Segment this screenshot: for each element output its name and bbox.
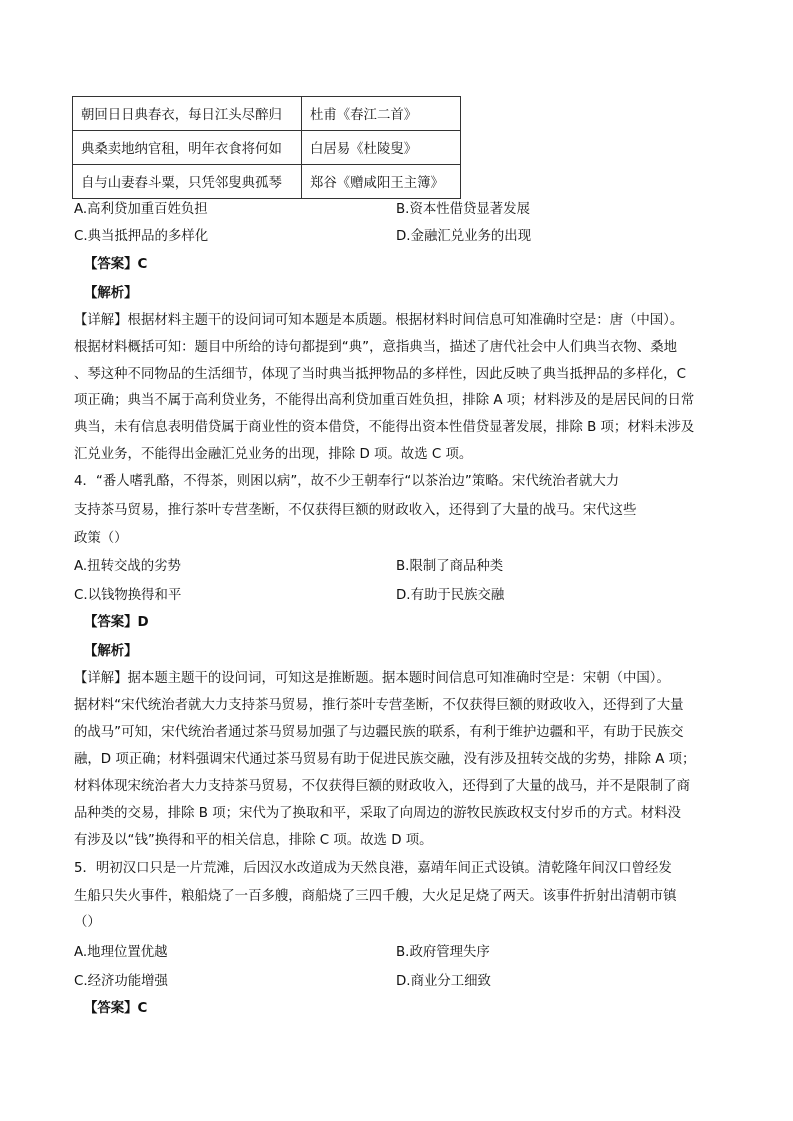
poem-cell: 自与山妻舂斗粟，只凭邻叟典孤琴 <box>73 165 302 199</box>
answer-label: 【答案】C <box>84 1001 148 1016</box>
detail-line: 的战马”可知，宋代统治者通过茶马贸易加强了与边疆民族的联系，有利于维护边疆和平，有助于民族交 <box>74 725 684 740</box>
answer-label: 【答案】C <box>84 257 148 272</box>
analysis-label: 【解析】 <box>84 286 138 301</box>
poem-cell: 朝回日日典春衣，每日江头尽醉归 <box>73 97 302 131</box>
question-stem: 政策（） <box>74 531 128 546</box>
question-stem: 支持茶马贸易，推行茶叶专营垄断，不仅获得巨额的财政收入，还得到了大量的战马。宋代这些 <box>74 503 637 518</box>
detail-line: 汇兑业务，不能得出金融汇兑业务的出现，排除 D 项。故选 C 项。 <box>74 447 473 462</box>
option-c: C.以钱物换得和平 <box>74 588 182 603</box>
detail-line: 材料体现宋统治者大力支持茶马贸易，不仅获得巨额的财政收入，还得到了大量的战马，并不是限制了商 <box>74 779 690 794</box>
detail-line: 根据材料概括可知：题目中所给的诗句都提到“典”，意指典当，描述了唐代社会中人们典当衣物、桑地 <box>74 340 678 355</box>
question-stem: 4．“番人嗜乳酪，不得茶，则困以病”，故不少王朝奉行“以茶治边”策略。宋代统治者就大力 <box>74 474 620 489</box>
question-stem: 5．明初汉口只是一片荒滩，后因汉水改道成为天然良港，嘉靖年间正式设镇。清乾隆年间汉口曾经发 <box>74 861 672 876</box>
question-stem: 生船只失火事件，粮船烧了一百多艘，商船烧了三四千艘，大火足足烧了两天。该事件折射出清朝市镇 <box>74 889 677 904</box>
poem-cell: 典桑卖地纳官租，明年衣食将何如 <box>73 131 302 165</box>
detail-line: 品种类的交易，排除 B 项；宋代为了换取和平，采取了向周边的游牧民族政权支付岁币的方式。材料没 <box>74 806 681 821</box>
option-b: B.政府管理失序 <box>396 945 490 960</box>
table-row <box>73 97 461 131</box>
option-d: D.金融汇兑业务的出现 <box>396 229 532 244</box>
question-stem: （） <box>74 915 101 930</box>
answer-label: 【答案】D <box>84 615 149 630</box>
option-c: C.典当抵押品的多样化 <box>74 229 209 244</box>
detail-line: 融，D 项正确；材料强调宋代通过茶马贸易有助于促进民族交融，没有涉及扭转交战的劣势，排除 A 项； <box>74 752 696 767</box>
detail-line: 项正确；典当不属于高利贷业务，不能得出高利贷加重百姓负担，排除 A 项；材料涉及的是居民间的日常 <box>74 393 695 408</box>
option-a: A.高利贷加重百姓负担 <box>74 202 208 217</box>
detail-line: 【详解】据本题主题干的设问词，可知这是推断题。据本题时间信息可知准确时空是：宋朝（中国）。 <box>74 671 670 686</box>
source-cell: 郑谷《赠咸阳王主簿》 <box>302 165 461 199</box>
detail-line: 、琴这种不同物品的生活细节，体现了当时典当抵押物品的多样性，因此反映了典当抵押品的多样化，C <box>74 367 686 382</box>
option-d: D.商业分工细致 <box>396 974 491 989</box>
analysis-label: 【解析】 <box>84 644 138 659</box>
source-cell: 白居易《杜陵叟》 <box>302 131 461 165</box>
option-c: C.经济功能增强 <box>74 974 168 989</box>
option-b: B.资本性借贷显著发展 <box>396 202 530 217</box>
source-cell: 杜甫《春江二首》 <box>302 97 461 131</box>
poem-table <box>72 96 461 199</box>
detail-line: 据材料“宋代统治者就大力支持茶马贸易，推行茶叶专营垄断，不仅获得巨额的财政收入，还得到了大量 <box>74 698 684 713</box>
table-row <box>73 131 461 165</box>
option-d: D.有助于民族交融 <box>396 588 505 603</box>
table-row <box>73 165 461 199</box>
option-a: A.地理位置优越 <box>74 945 168 960</box>
detail-line: 典当，未有信息表明借贷属于商业性的资本借贷，不能得出资本性借贷显著发展，排除 B 项；材料未涉及 <box>74 420 695 435</box>
detail-line: 【详解】根据材料主题干的设问词可知本题是本质题。根据材料时间信息可知准确时空是：唐（中国）。 <box>74 313 684 328</box>
detail-line: 有涉及以“钱”换得和平的相关信息，排除 C 项。故选 D 项。 <box>74 833 433 848</box>
option-b: B.限制了商品种类 <box>396 559 504 574</box>
option-a: A.扭转交战的劣势 <box>74 559 181 574</box>
